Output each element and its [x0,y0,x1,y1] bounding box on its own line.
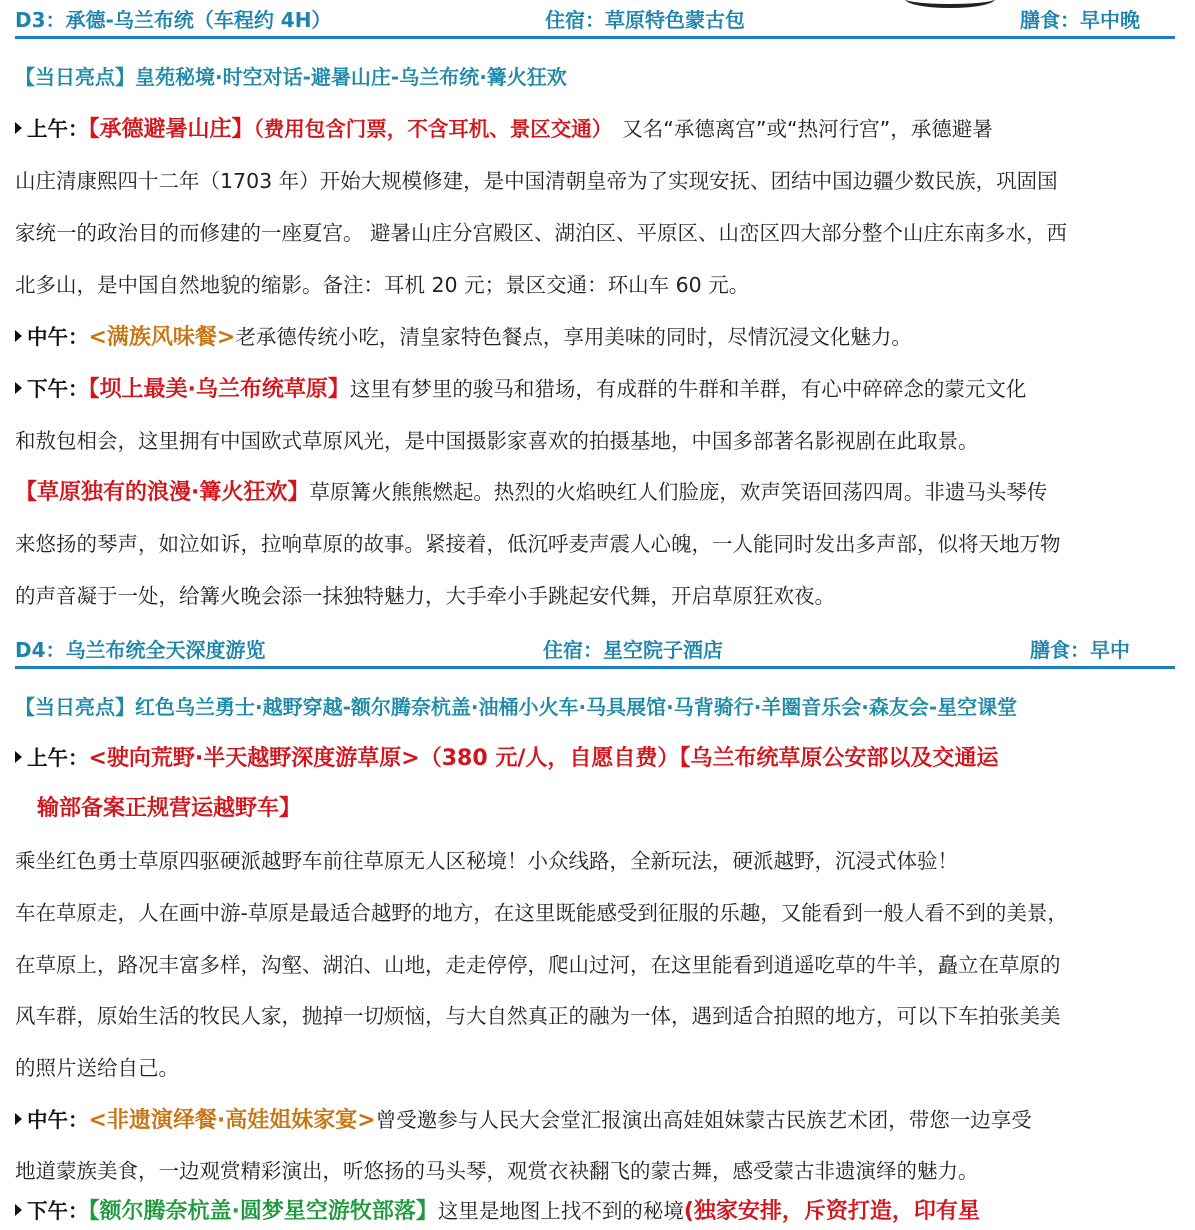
day4-title: D4：乌兰布统全天深度游览 [15,638,266,662]
day3-header [15,0,1175,39]
paragraph-line: 乘坐红色勇士草原四驱硬派越野车前往草原无人区秘境！小众线路，全新玩法，硬派越野，沉浸式体验！ [15,849,958,873]
bullet-triangle-icon [15,751,22,763]
paragraph-line: 车在草原走，人在画中游-草原是最适合越野的地方，在这里既能感受到征服的乐趣，又能看到一般人看不到的美景， [15,901,1068,925]
day3-bonfire: 【草原独有的浪漫·篝火狂欢】草原篝火熊熊燃起。热烈的火焰映红人们脸庞，欢声笑语回荡四周。非遗马头琴传 [15,480,1048,505]
bullet-triangle-icon [15,122,22,134]
day4-highlight: 【当日亮点】红色乌兰勇士·越野穿越-额尔腾奈杭盖·油桶小火车·马具展馆·马背骑行·羊圈音乐会·森友会-星空课堂 [15,695,1018,719]
paragraph-line: 和敖包相会，这里拥有中国欧式草原风光，是中国摄影家喜欢的拍摄基地，中国多部著名影视剧在此取景。 [15,429,979,453]
day4-meals: 膳食：早中 [1030,638,1130,662]
paragraph-line: 家统一的政治目的而修建的一座夏宫。 避暑山庄分宫殿区、湖泊区、平原区、山峦区四大部分整个山庄东南多水，西 [15,221,1068,245]
bullet-triangle-icon [15,330,22,342]
paragraph-line: 的声音凝于一处，给篝火晚会添一抹独特魅力，大手牵小手跳起安代舞，开启草原狂欢夜。 [15,584,835,608]
paragraph-line: 在草原上，路况丰富多样，沟壑、湖泊、山地，走走停停，爬山过河，在这里能看到逍遥吃草的牛羊，矗立在草原的 [15,953,1061,977]
day3-highlight: 【当日亮点】皇苑秘境·时空对话-避暑山庄-乌兰布统·篝火狂欢 [15,65,567,89]
day4-header [15,630,1175,669]
day4-afternoon: 下午：【额尔腾奈杭盖·圆梦星空游牧部落】这里是地图上找不到的秘境(独家安排，斥资打造，印有星 [15,1196,1180,1227]
day3-afternoon: 下午：【坝上最美·乌兰布统草原】这里有梦里的骏马和猎场，有成群的牛群和羊群，有心中碎碎念的蒙元文化 [15,374,1180,405]
bullet-triangle-icon [15,1204,22,1216]
paragraph-line: 山庄清康熙四十二年（1703 年）开始大规模修建，是中国清朝皇帝为了实现安抚、团结中国边疆少数民族，巩固国 [15,169,1058,193]
paragraph-line: 来悠扬的琴声，如泣如诉，拉响草原的故事。紧接着，低沉呼麦声震人心魄，一人能同时发出多声部，似将天地万物 [15,532,1061,556]
day3-title: D3：承德-乌兰布统（车程约 4H） [15,8,332,32]
day4-morning-note: 输部备案正规营运越野车】 [37,796,302,821]
day4-morning: 上午：<驶向荒野·半天越野深度游草原>（380 元/人，自愿自费）【乌兰布统草原公安部以及交通运 [15,743,1180,774]
paragraph-line: 风车群，原始生活的牧民人家，抛掉一切烦恼，与大自然真正的融为一体，遇到适合拍照的地方，可以下车拍张美美 [15,1004,1061,1028]
day4-stay: 住宿：星空院子酒店 [543,638,723,662]
bullet-triangle-icon [15,382,22,394]
day3-meals: 膳食：早中晚 [1020,8,1140,32]
paragraph-line: 的照片送给自己。 [15,1056,179,1080]
day3-noon: 中午：<满族风味餐>老承德传统小吃，清皇家特色餐点，享用美味的同时，尽情沉浸文化魅力。 [15,322,1180,353]
day3-morning: 上午：【承德避暑山庄】（费用包含门票，不含耳机、景区交通） 又名“承德离宫”或“热河行宫”，承德避暑 [15,114,1180,145]
paragraph-line: 北多山，是中国自然地貌的缩影。备注：耳机 20 元；景区交通：环山车 60 元。 [15,273,750,297]
day4-noon: 中午：<非遗演绎餐·高娃姐妹家宴>曾受邀参与人民大会堂汇报演出高娃姐妹蒙古民族艺术团，带您一边享受 [15,1105,1180,1136]
paragraph-line: 地道蒙族美食，一边观赏精彩演出，听悠扬的马头琴，观赏衣袂翻飞的蒙古舞，感受蒙古非遗演绎的魅力。 [15,1159,979,1183]
morning-attraction-title: 【承德避暑山庄】 [88,117,254,142]
day3-stay: 住宿：草原特色蒙古包 [545,8,745,32]
bullet-triangle-icon [15,1113,22,1125]
